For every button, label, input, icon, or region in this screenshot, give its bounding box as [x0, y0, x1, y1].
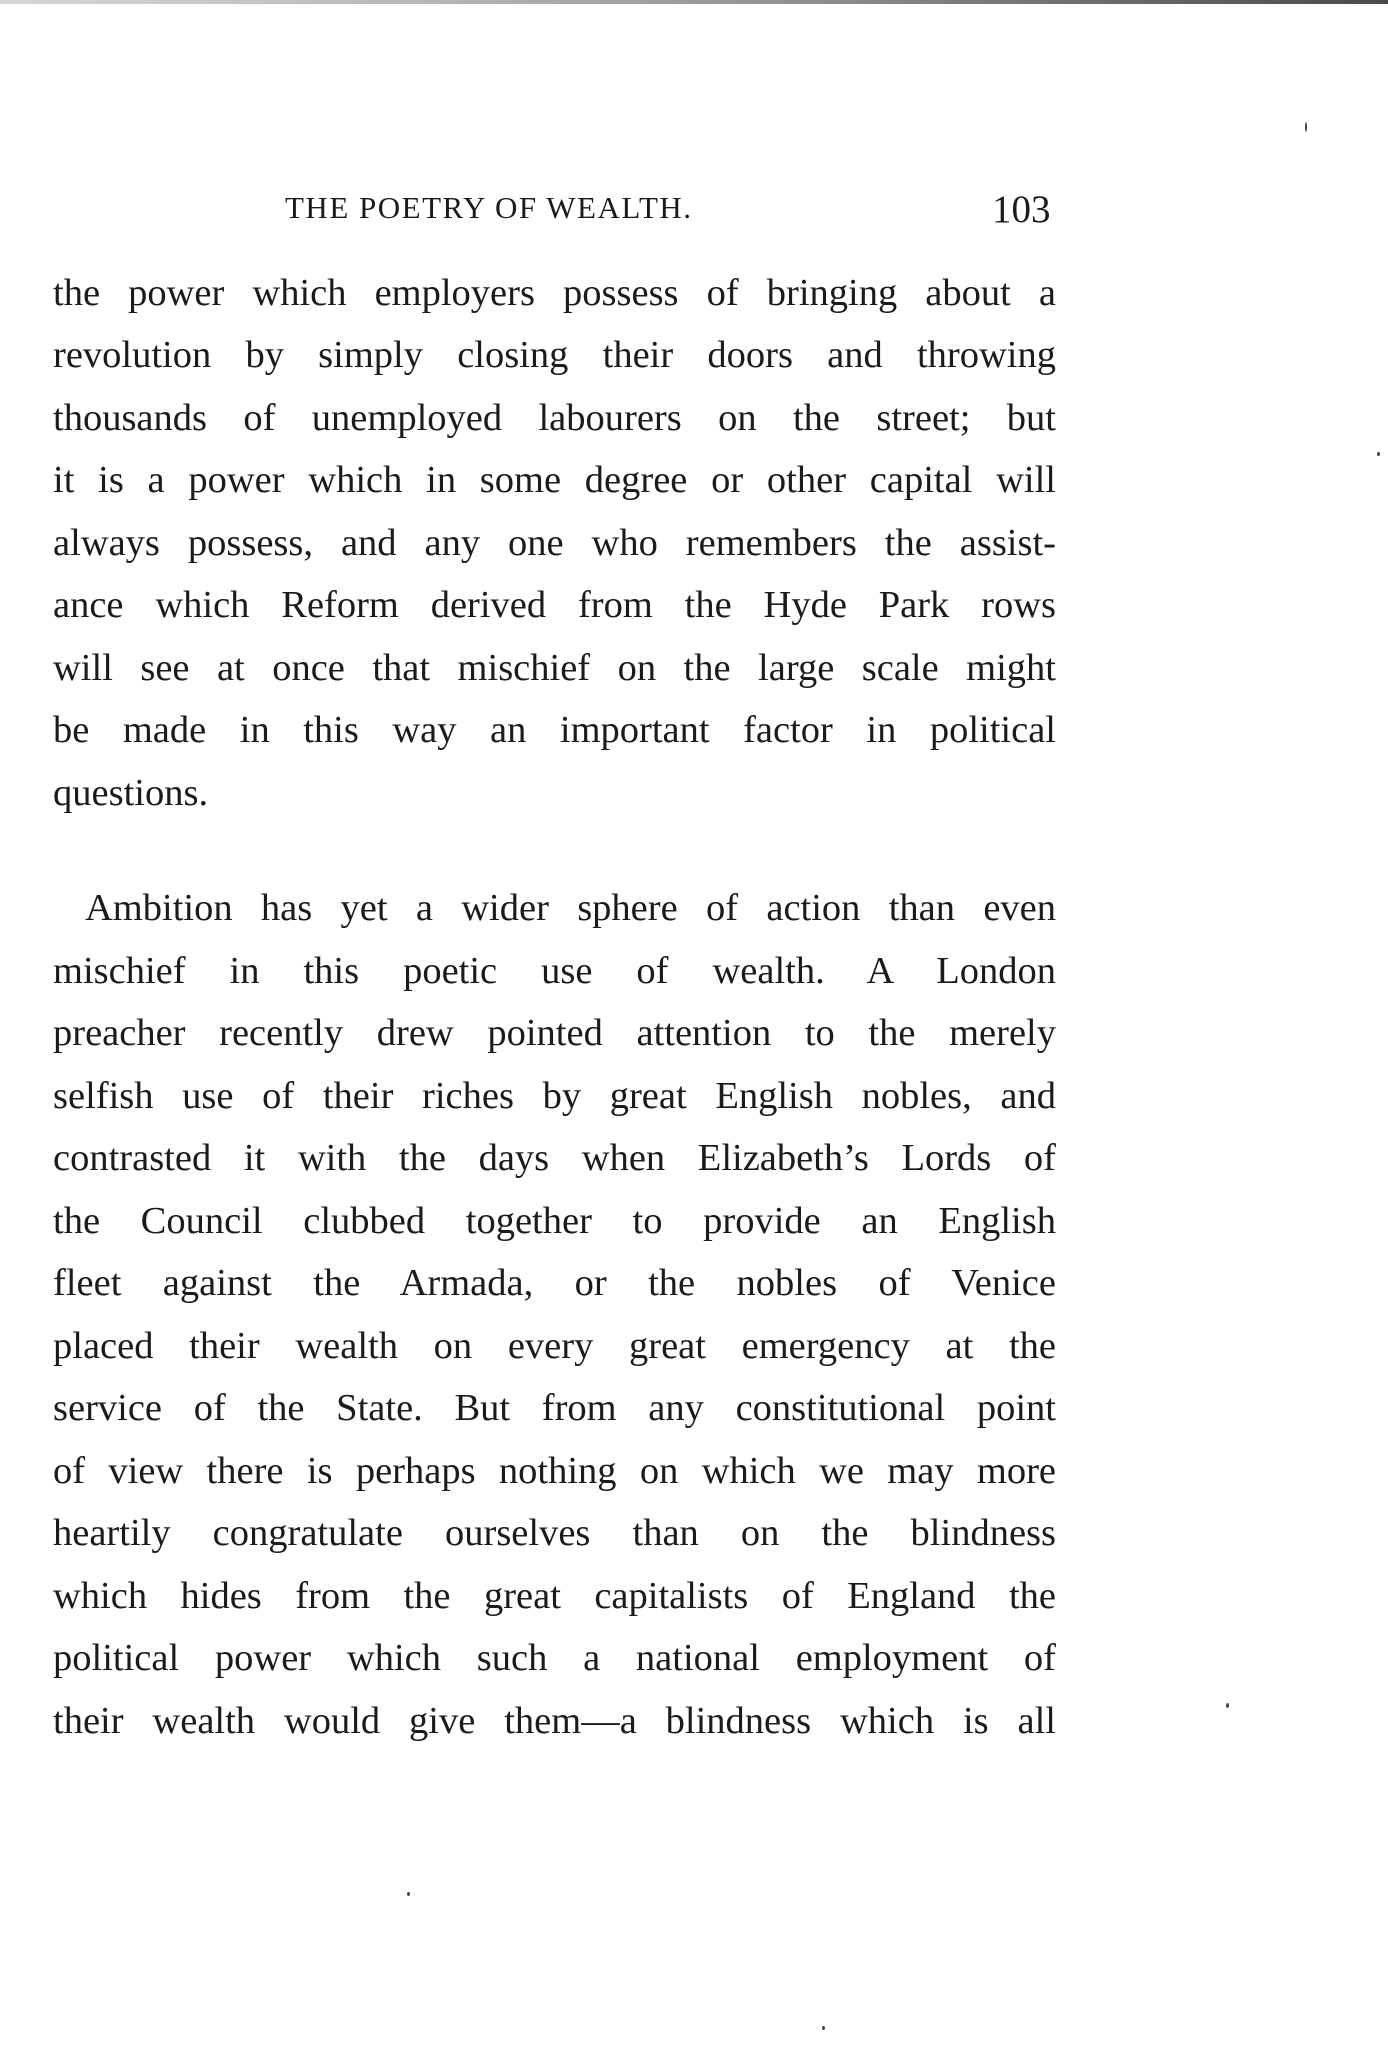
- scan-speck: [822, 2026, 825, 2030]
- text-line: always possess, and any one who remembers the assist-: [53, 522, 1056, 564]
- text-line: Ambition has yet a wider sphere of action than even: [85, 887, 1056, 929]
- scan-top-edge: [0, 0, 1388, 4]
- text-line: the Council clubbed together to provide an English: [53, 1200, 1056, 1242]
- text-line: preacher recently drew pointed attention to the merely: [53, 1012, 1056, 1054]
- text-line: thousands of unemployed labourers on the street; but: [53, 397, 1056, 439]
- text-line: selfish use of their riches by great English nobles, and: [53, 1075, 1056, 1117]
- text-line: the power which employers possess of bringing about a: [53, 272, 1056, 314]
- text-line: will see at once that mischief on the large scale might: [53, 647, 1056, 689]
- text-line: ance which Reform derived from the Hyde Park rows: [53, 584, 1056, 626]
- text-line: heartily congratulate ourselves than on the blindness: [53, 1512, 1056, 1554]
- text-line: political power which such a national employment of: [53, 1637, 1056, 1679]
- text-line: questions.: [53, 772, 209, 814]
- text-line: service of the State. But from any constitutional point: [53, 1387, 1056, 1429]
- text-line: their wealth would give them—a blindness which is all: [53, 1700, 1056, 1742]
- text-line: of view there is perhaps nothing on which we may more: [53, 1450, 1056, 1492]
- text-line: be made in this way an important factor in political: [53, 709, 1056, 751]
- text-line: which hides from the great capitalists of England the: [53, 1575, 1056, 1617]
- text-line: contrasted it with the days when Elizabeth’s Lords of: [53, 1137, 1056, 1179]
- running-title: THE POETRY OF WEALTH.: [285, 190, 693, 225]
- text-line: fleet against the Armada, or the nobles of Venice: [53, 1262, 1056, 1304]
- text-line: revolution by simply closing their doors and throwing: [53, 334, 1056, 376]
- scan-speck: [407, 1892, 410, 1896]
- scan-speck: [1377, 452, 1380, 456]
- text-line: mischief in this poetic use of wealth. A London: [53, 950, 1056, 992]
- page-number: 103: [992, 188, 1051, 231]
- text-line: placed their wealth on every great emergency at the: [53, 1325, 1056, 1367]
- text-line: it is a power which in some degree or other capital will: [53, 459, 1056, 501]
- scan-speck: [1226, 1703, 1229, 1708]
- scan-speck: [1305, 122, 1307, 132]
